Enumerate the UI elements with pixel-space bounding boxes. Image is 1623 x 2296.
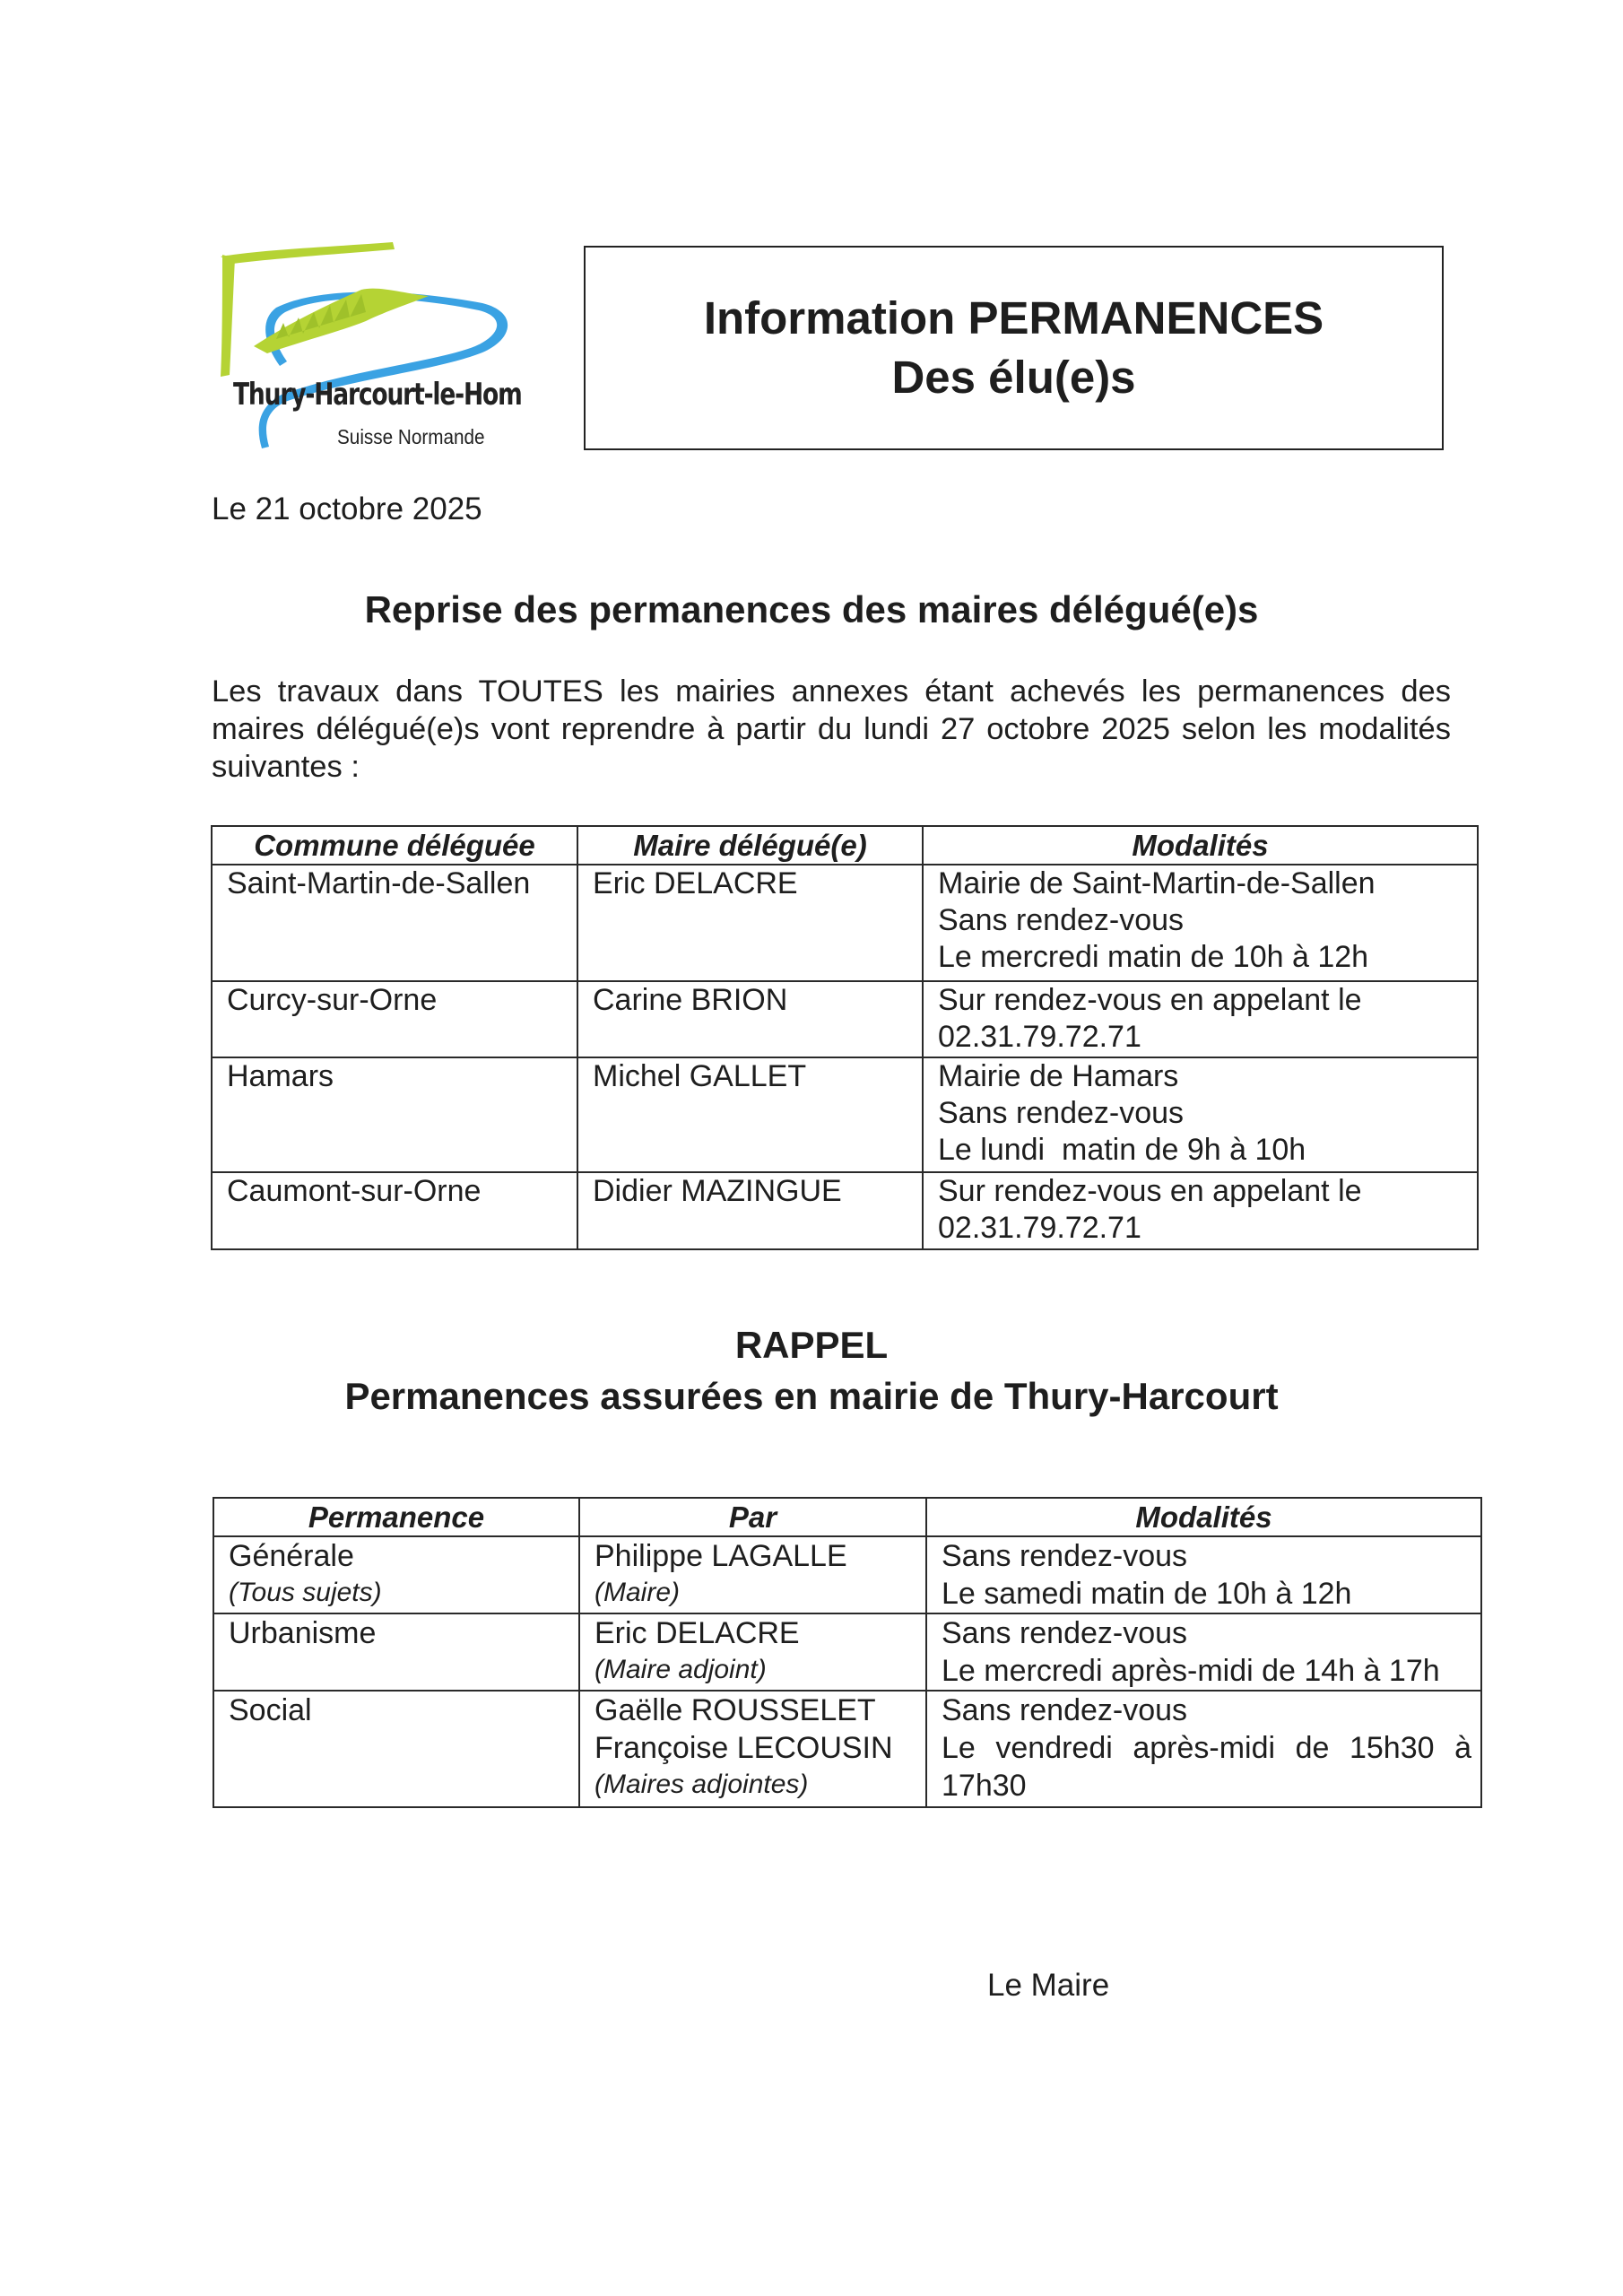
phone-number: 02.31.79.72.71: [938, 1020, 1141, 1054]
logo-subtitle: Suisse Normande: [337, 425, 485, 448]
modalite-line: Sans rendez-vous: [942, 1539, 1188, 1573]
commune-name: Caumont-sur-Orne: [227, 1174, 482, 1208]
modalite-line: Sans rendez-vous: [942, 1693, 1188, 1727]
title-box: [584, 246, 1444, 450]
modalite-line: Mairie de Hamars: [938, 1059, 1179, 1093]
modalite-line: Sur rendez-vous en appelant le: [938, 1174, 1362, 1208]
permanence-note: (Tous sujets): [229, 1578, 382, 1607]
modalites-cell: [923, 1172, 1478, 1249]
modalites-cell: [923, 981, 1478, 1057]
table-row: [212, 1172, 1478, 1249]
official-role: (Maire): [595, 1578, 680, 1607]
permanence-type: Social: [229, 1693, 312, 1727]
modalite-line: Sur rendez-vous en appelant le: [938, 983, 1362, 1017]
modalites-cell: [926, 1691, 1481, 1807]
maire-cell: [577, 865, 923, 981]
permanence-cell: [213, 1536, 579, 1613]
modalite-line: Sans rendez-vous: [938, 1096, 1185, 1130]
modalites-cell: [923, 865, 1478, 981]
par-cell: [579, 1691, 926, 1807]
commune-cell: [212, 981, 577, 1057]
permanence-cell: [213, 1613, 579, 1691]
town-hall-permanences-table: [213, 1497, 1482, 1808]
modalite-line: Mairie de Saint-Martin-de-Sallen: [938, 866, 1376, 900]
maire-name: Carine BRION: [593, 983, 788, 1017]
phone-number: 02.31.79.72.71: [938, 1211, 1141, 1245]
title-line-2: Des élu(e)s: [891, 352, 1136, 403]
modalite-line: Sans rendez-vous: [942, 1616, 1188, 1650]
rappel-heading: RAPPEL: [734, 1324, 889, 1366]
table-header-row: [213, 1498, 1481, 1536]
commune-name: Saint-Martin-de-Sallen: [227, 866, 531, 900]
par-cell: [579, 1536, 926, 1613]
table-row: [213, 1691, 1481, 1807]
intro-paragraph: Les travaux dans TOUTES les mairies annexes étant achevés les permanences des maires délégué(e)s vont reprendre à partir du lundi 27 octobre 2025 selon les modalités suivantes :: [212, 674, 1451, 784]
maire-cell: [577, 981, 923, 1057]
commune-cell: [212, 1057, 577, 1172]
modalites-cell: [926, 1613, 1481, 1691]
par-cell: [579, 1613, 926, 1691]
delegated-mayors-table: [211, 825, 1479, 1250]
table-row: [212, 1057, 1478, 1172]
maire-name: Didier MAZINGUE: [593, 1174, 842, 1208]
permanence-type: Urbanisme: [229, 1616, 377, 1650]
table-row: [213, 1613, 1481, 1691]
official-name: Eric DELACRE: [595, 1616, 800, 1650]
commune-cell: [212, 1172, 577, 1249]
official-name: Gaëlle ROUSSELET: [595, 1693, 876, 1727]
section-heading-thury: Permanences assurées en mairie de Thury-Harcourt: [344, 1375, 1279, 1417]
modalite-line: Le lundi matin de 9h à 10h: [938, 1133, 1306, 1167]
column-header-par: Par: [579, 1498, 926, 1536]
municipality-logo: [213, 240, 554, 460]
signature-le-maire: Le Maire: [987, 1968, 1110, 2003]
column-header-maire: Maire délégué(e): [577, 826, 923, 865]
commune-name: Hamars: [227, 1059, 334, 1093]
table-row: [212, 865, 1478, 981]
modalites-cell: [923, 1057, 1478, 1172]
modalite-line: Le mercredi après-midi de 14h à 17h: [942, 1654, 1440, 1688]
modalite-line: Le mercredi matin de 10h à 12h: [938, 940, 1369, 974]
permanence-type: Générale: [229, 1539, 354, 1573]
maire-name: Michel GALLET: [593, 1059, 807, 1093]
column-header-modalites: Modalités: [923, 826, 1478, 865]
modalites-cell: [926, 1536, 1481, 1613]
maire-cell: [577, 1172, 923, 1249]
maire-cell: [577, 1057, 923, 1172]
maire-name: Eric DELACRE: [593, 866, 798, 900]
modalite-line: Le vendredi après-midi de 15h30 à 17h30: [942, 1731, 1471, 1803]
table-row: [212, 981, 1478, 1057]
official-role: (Maire adjoint): [595, 1655, 767, 1684]
table-row: [213, 1536, 1481, 1613]
permanence-cell: [213, 1691, 579, 1807]
modalite-line: Le samedi matin de 10h à 12h: [942, 1577, 1352, 1611]
column-header-modalites: Modalités: [926, 1498, 1481, 1536]
official-role: (Maires adjointes): [595, 1770, 809, 1799]
section-heading-reprise: Reprise des permanences des maires délégué(e)s: [364, 588, 1259, 631]
commune-name: Curcy-sur-Orne: [227, 983, 438, 1017]
official-name: Philippe LAGALLE: [595, 1539, 847, 1573]
column-header-commune: Commune déléguée: [212, 826, 577, 865]
modalite-line: Sans rendez-vous: [938, 903, 1185, 937]
commune-cell: [212, 865, 577, 981]
document-date: Le 21 octobre 2025: [212, 491, 482, 526]
logo-name: Thury-Harcourt-le-Hom: [233, 377, 522, 413]
table-header-row: [212, 826, 1478, 865]
column-header-permanence: Permanence: [213, 1498, 579, 1536]
official-name: Françoise LECOUSIN: [595, 1731, 893, 1765]
title-line-1: Information PERMANENCES: [703, 292, 1324, 344]
